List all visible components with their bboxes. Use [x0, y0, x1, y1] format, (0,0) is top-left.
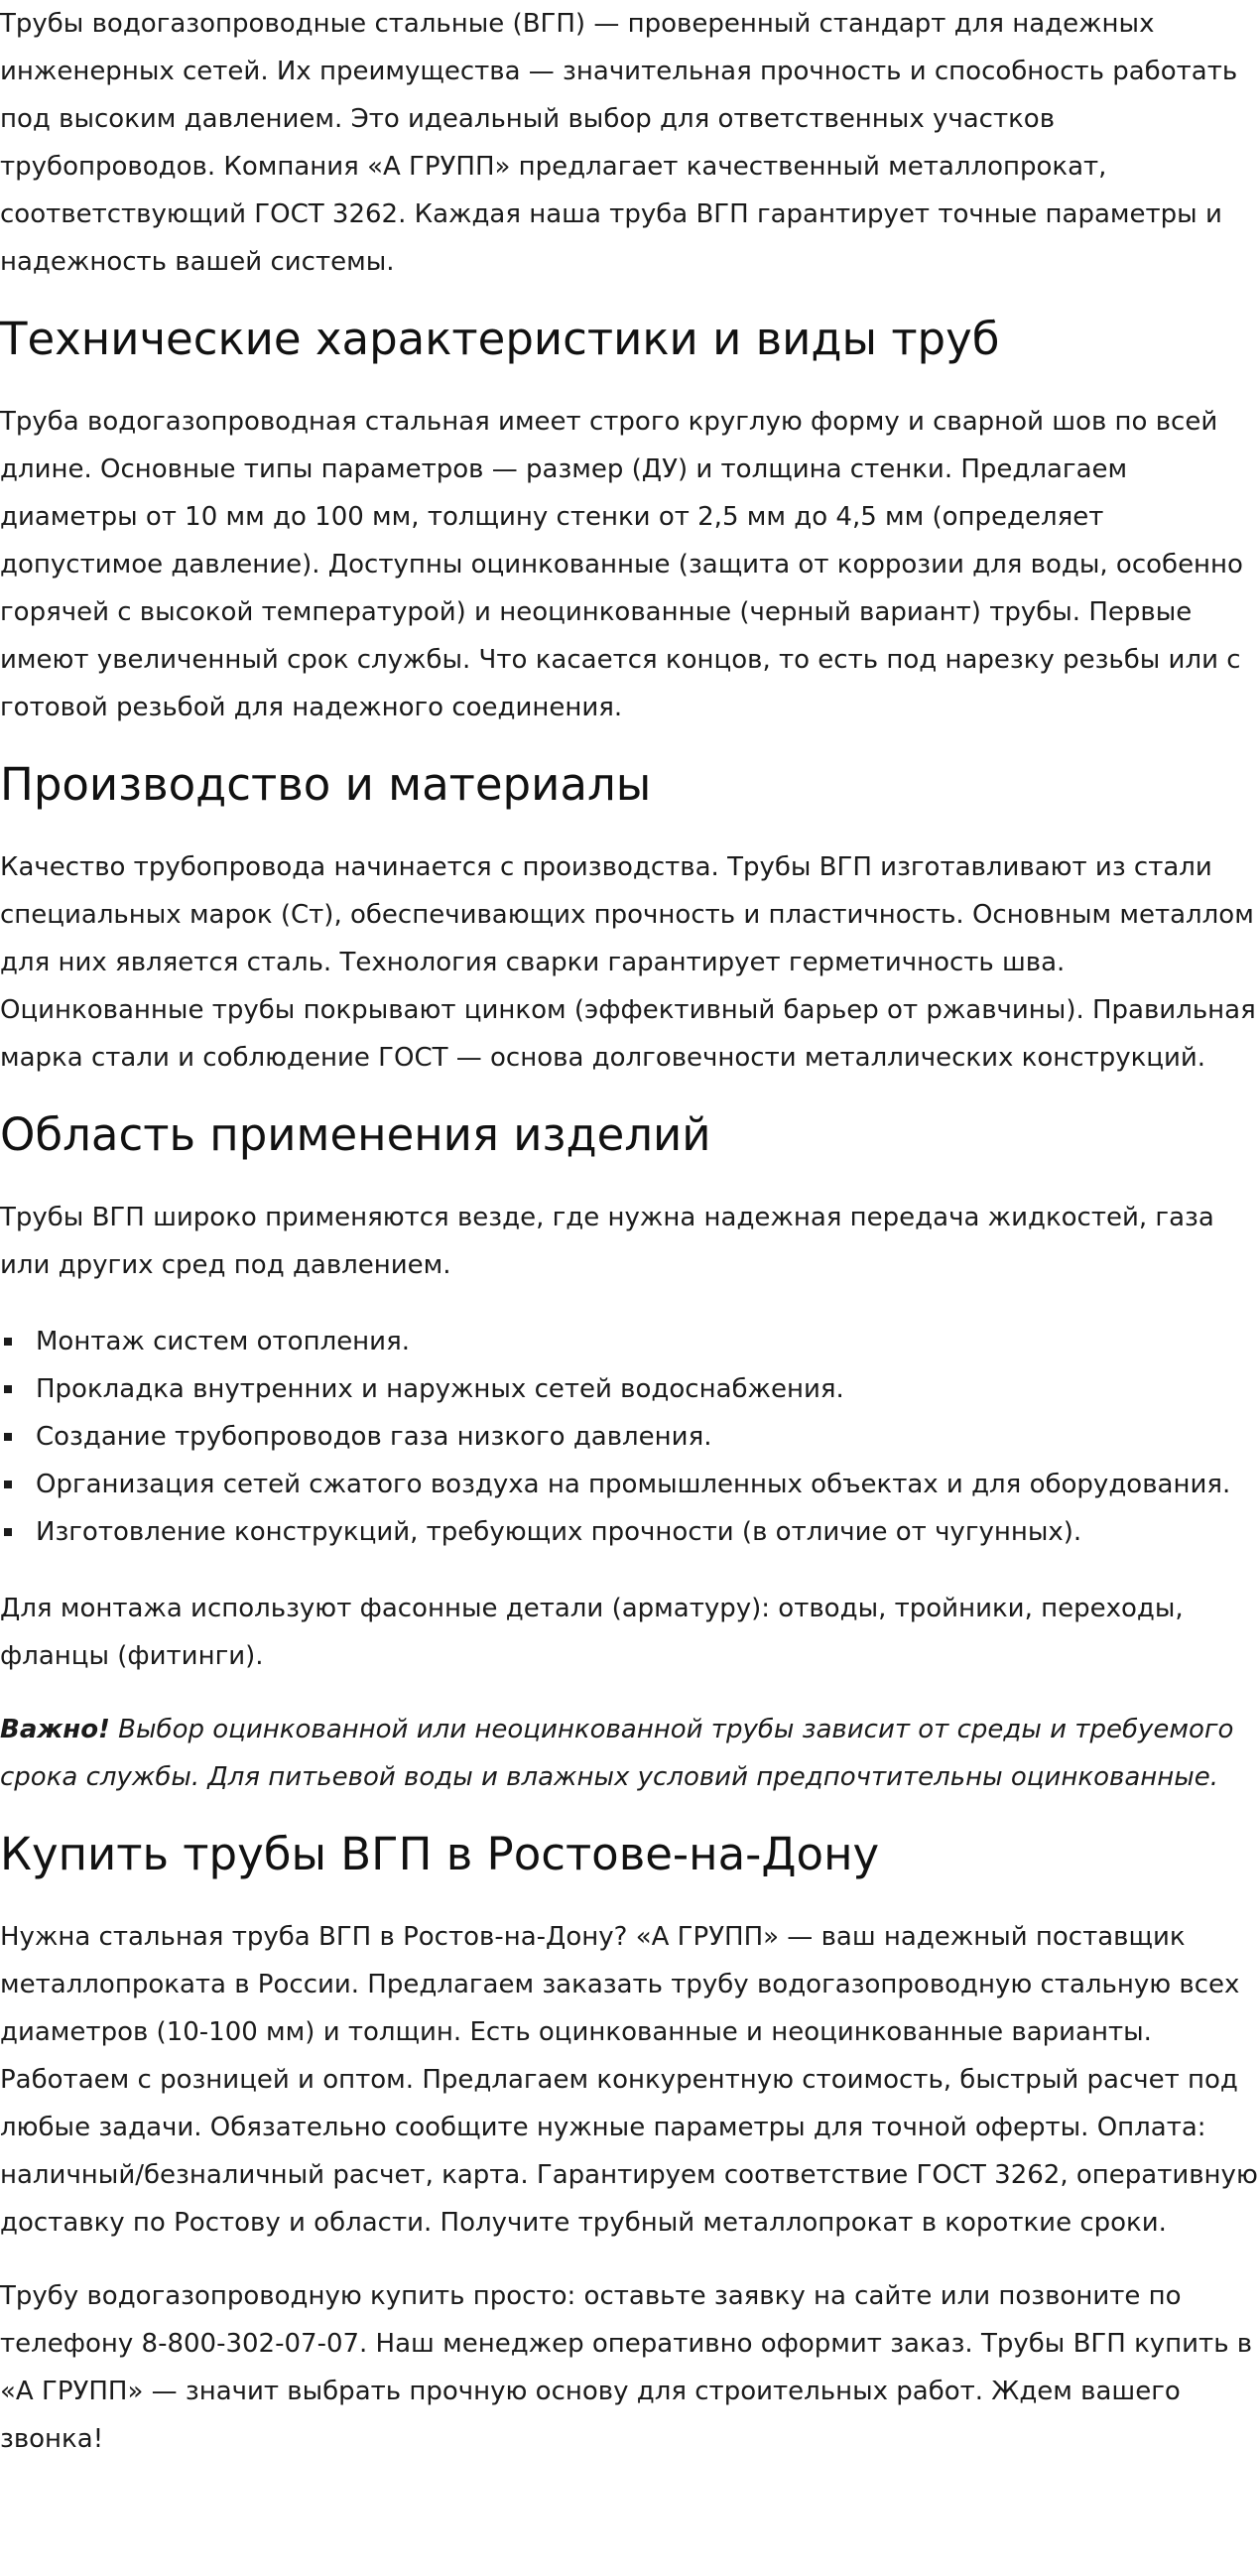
list-item-text: Монтаж систем отопления.	[36, 1327, 410, 1356]
uses-list	[0, 1318, 1260, 1556]
application-area-paragraph: Трубы ВГП широко применяются везде, где нужна надежная передача жидкостей, газа или других сред под давлением.	[0, 1203, 1214, 1280]
heading-technical-specs: Технические характеристики и виды труб	[0, 313, 1000, 365]
heading-application-area: Область применения изделий	[0, 1108, 711, 1161]
list-item-text: Изготовление конструкций, требующих прочности (в отличие от чугунных).	[36, 1517, 1082, 1547]
square-bullet-icon	[4, 1338, 12, 1346]
heading-buy: Купить трубы ВГП в Ростове-на-Дону	[0, 1828, 880, 1880]
list-item	[0, 1413, 1260, 1461]
fittings-paragraph: Для монтажа используют фасонные детали (арматуру): отводы, тройники, переходы, фланцы (фитинги).	[0, 1594, 1184, 1671]
important-label: Важно!	[0, 1715, 110, 1744]
intro-paragraph: Трубы водогазопроводные стальные (ВГП) — проверенный стандарт для надежных инженерных сетей. Их преимущества — значительная прочность и способность работать под высоким давлением. Это идеальный выбор для ответственных участков трубопроводов. Компания «А ГРУПП» предлагает качественный металлопрокат, соответствующий ГОСТ 3262. Каждая наша труба ВГП гарантирует точные параметры и надежность вашей системы.	[0, 9, 1238, 277]
list-item	[0, 1508, 1260, 1556]
heading-production: Производство и материалы	[0, 758, 652, 811]
important-text: Выбор оцинкованной или неоцинкованной трубы зависит от среды и требуемого срока службы. Для питьевой воды и влажных условий предпочтительны оцинкованные.	[0, 1715, 1234, 1792]
important-note	[0, 1706, 1260, 1801]
list-item	[0, 1365, 1260, 1413]
production-paragraph: Качество трубопровода начинается с производства. Трубы ВГП изготавливают из стали специальных марок (Ст), обеспечивающих прочность и пластичность. Основным металлом для них является сталь. Технология сварки гарантирует герметичность шва. Оцинкованные трубы покрывают цинком (эффективный барьер от ржавчины). Правильная марка стали и соблюдение ГОСТ — основа долговечности металлических конструкций.	[0, 852, 1256, 1073]
list-item-text: Создание трубопроводов газа низкого давления.	[36, 1422, 712, 1452]
list-item-text: Организация сетей сжатого воздуха на промышленных объектах и для оборудования.	[36, 1470, 1231, 1499]
square-bullet-icon	[4, 1433, 12, 1441]
square-bullet-icon	[4, 1481, 12, 1488]
square-bullet-icon	[4, 1528, 12, 1536]
square-bullet-icon	[4, 1385, 12, 1393]
technical-specs-paragraph: Труба водогазопроводная стальная имеет строго круглую форму и сварной шов по всей длине. Основные типы параметров — размер (ДУ) и толщина стенки. Предлагаем диаметры от 10 мм до 100 мм, толщину стенки от 2,5 мм до 4,5 мм (определяет допустимое давление). Доступны оцинкованные (защита от коррозии для воды, особенно горячей с высокой температурой) и неоцинкованные (черный вариант) трубы. Первые имеют увеличенный срок службы. Что касается концов, то есть под нарезку резьбы или с готовой резьбой для надежного соединения.	[0, 407, 1243, 722]
list-item	[0, 1318, 1260, 1365]
list-item-text: Прокладка внутренних и наружных сетей водоснабжения.	[36, 1374, 844, 1404]
buy-paragraph: Нужна стальная труба ВГП в Ростов-на-Дону? «А ГРУПП» — ваш надежный поставщик металлопроката в России. Предлагаем заказать трубу водогазопроводную стальную всех диаметров (10-100 мм) и толщин. Есть оцинкованные и неоцинкованные варианты. Работаем с розницей и оптом. Предлагаем конкурентную стоимость, быстрый расчет под любые задачи. Обязательно сообщите нужные параметры для точной оферты. Оплата: наличный/безналичный расчет, карта. Гарантируем соответствие ГОСТ 3262, оперативную доставку по Ростову и области. Получите трубный металлопрокат в короткие сроки.	[0, 1922, 1258, 2238]
list-item	[0, 1461, 1260, 1508]
order-paragraph: Трубу водогазопроводную купить просто: оставьте заявку на сайте или позвоните по телефону 8-800-302-07-07. Наш менеджер оперативно оформит заказ. Трубы ВГП купить в «А ГРУПП» — значит выбрать прочную основу для строительных работ. Ждем вашего звонка!	[0, 2281, 1253, 2454]
